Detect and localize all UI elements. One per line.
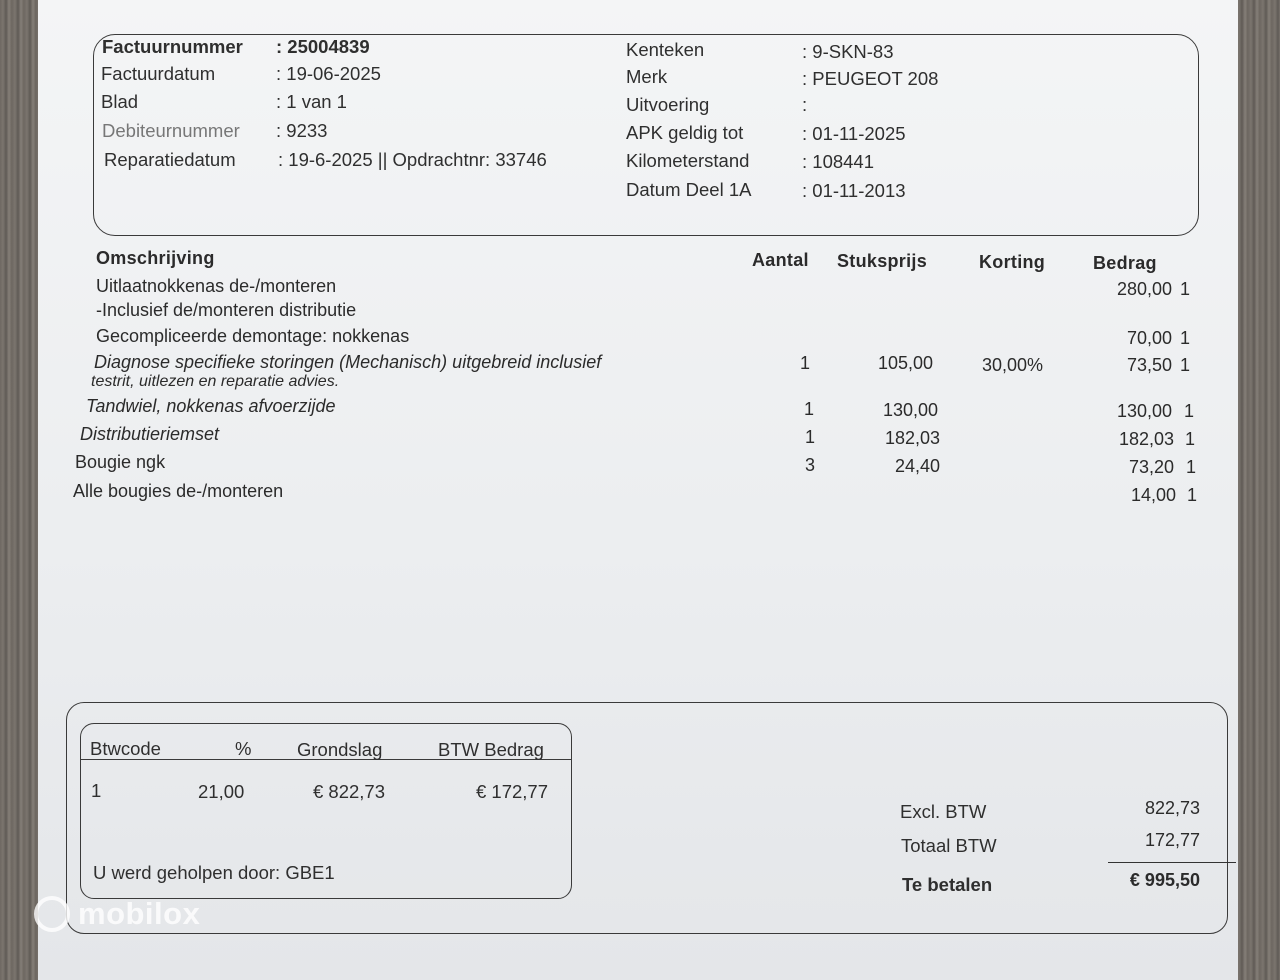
vat-row-amount: € 172,77 (476, 781, 549, 802)
line-description: Alle bougies de-/monteren (73, 481, 284, 501)
amount-due-value: € 995,50 (1129, 870, 1200, 890)
amount-due-label: Te betalen (902, 874, 993, 895)
col-description: Omschrijving (96, 248, 215, 268)
invoice-number-value: : 25004839 (276, 36, 370, 57)
version-value: : (802, 94, 808, 115)
vat-row-code: 1 (91, 780, 102, 801)
line-vat-code: 1 (1186, 457, 1197, 477)
line-vat-code: 1 (1185, 429, 1196, 449)
invoice-paper (38, 0, 1238, 980)
vat-header-percent: % (235, 738, 252, 759)
invoice-date-value: : 19-06-2025 (276, 63, 381, 84)
line-amount: 14,00 (1130, 485, 1176, 505)
line-quantity: 3 (805, 455, 816, 475)
vat-header-code: Btwcode (90, 738, 161, 759)
line-amount: 130,00 (1116, 401, 1172, 421)
col-quantity: Aantal (752, 250, 809, 270)
invoice-number-label: Factuurnummer (102, 36, 243, 57)
debtor-number-label: Debiteurnummer (102, 120, 240, 141)
line-vat-code: 1 (1184, 401, 1195, 421)
line-description: Diagnose specifieke storingen (Mechanisch) uitgebreid inclusief (94, 352, 602, 372)
repair-date-label: Reparatiedatum (104, 149, 236, 170)
invoice-date-label: Factuurdatum (101, 63, 216, 84)
line-description-continued: -Inclusief de/monteren distributie (96, 300, 357, 320)
helped-by: U werd geholpen door: GBE1 (93, 862, 335, 883)
line-description: Distributieriemset (80, 424, 220, 444)
line-description-continued: testrit, uitlezen en reparatie advies. (91, 373, 340, 390)
line-vat-code: 1 (1180, 355, 1191, 375)
vat-row-percent: 21,00 (198, 781, 245, 802)
line-description: Uitlaatnokkenas de-/monteren (96, 276, 337, 296)
line-description: Bougie ngk (75, 452, 166, 472)
date-part-1a-value: : 01-11-2013 (802, 180, 906, 201)
col-unit-price: Stuksprijs (837, 251, 928, 271)
mileage-label: Kilometerstand (626, 150, 750, 171)
vat-row-base: € 822,73 (313, 781, 386, 802)
repair-date-value: : 19-6-2025 || Opdrachtnr: 33746 (278, 149, 547, 170)
line-quantity: 1 (800, 353, 811, 373)
line-amount: 70,00 (1126, 328, 1172, 348)
line-amount: 280,00 (1116, 279, 1172, 299)
line-description: Tandwiel, nokkenas afvoerzijde (86, 396, 336, 416)
line-unit-price: 24,40 (894, 456, 940, 476)
line-unit-price: 105,00 (877, 353, 933, 373)
excl-vat-label: Excl. BTW (900, 801, 987, 822)
mileage-value: : 108441 (802, 151, 875, 172)
mobilox-logo-icon (34, 896, 70, 932)
license-plate-label: Kenteken (626, 39, 705, 60)
apk-valid-label: APK geldig tot (626, 122, 744, 143)
line-unit-price: 130,00 (882, 400, 938, 420)
page-label: Blad (101, 91, 139, 112)
line-amount: 182,03 (1118, 429, 1174, 449)
col-discount: Korting (979, 252, 1046, 272)
total-separator (1108, 862, 1236, 863)
line-quantity: 1 (804, 399, 815, 419)
line-vat-code: 1 (1180, 279, 1191, 299)
vat-header-base: Grondslag (297, 739, 383, 760)
total-vat-label: Totaal BTW (901, 835, 997, 856)
apk-valid-value: : 01-11-2025 (802, 123, 906, 144)
line-unit-price: 182,03 (884, 428, 940, 448)
col-amount: Bedrag (1093, 253, 1157, 273)
line-vat-code: 1 (1187, 485, 1198, 505)
total-vat-value: 172,77 (1144, 830, 1200, 850)
line-amount: 73,50 (1126, 355, 1172, 375)
date-part-1a-label: Datum Deel 1A (626, 179, 752, 200)
excl-vat-value: 822,73 (1144, 798, 1200, 818)
mobilox-watermark (34, 896, 200, 932)
brand-value: : PEUGEOT 208 (802, 68, 939, 89)
license-plate-value: : 9-SKN-83 (802, 41, 894, 62)
version-label: Uitvoering (626, 94, 710, 115)
brand-label: Merk (626, 66, 668, 87)
line-vat-code: 1 (1180, 328, 1191, 348)
page-value: : 1 van 1 (276, 91, 347, 112)
watermark-text: mobilox (78, 896, 201, 931)
line-description: Gecompliceerde demontage: nokkenas (96, 326, 410, 346)
line-quantity: 1 (805, 427, 816, 447)
line-amount: 73,20 (1128, 457, 1174, 477)
debtor-number-value: : 9233 (276, 120, 328, 141)
vat-header-amount: BTW Bedrag (438, 739, 544, 760)
line-discount: 30,00% (982, 355, 1044, 375)
